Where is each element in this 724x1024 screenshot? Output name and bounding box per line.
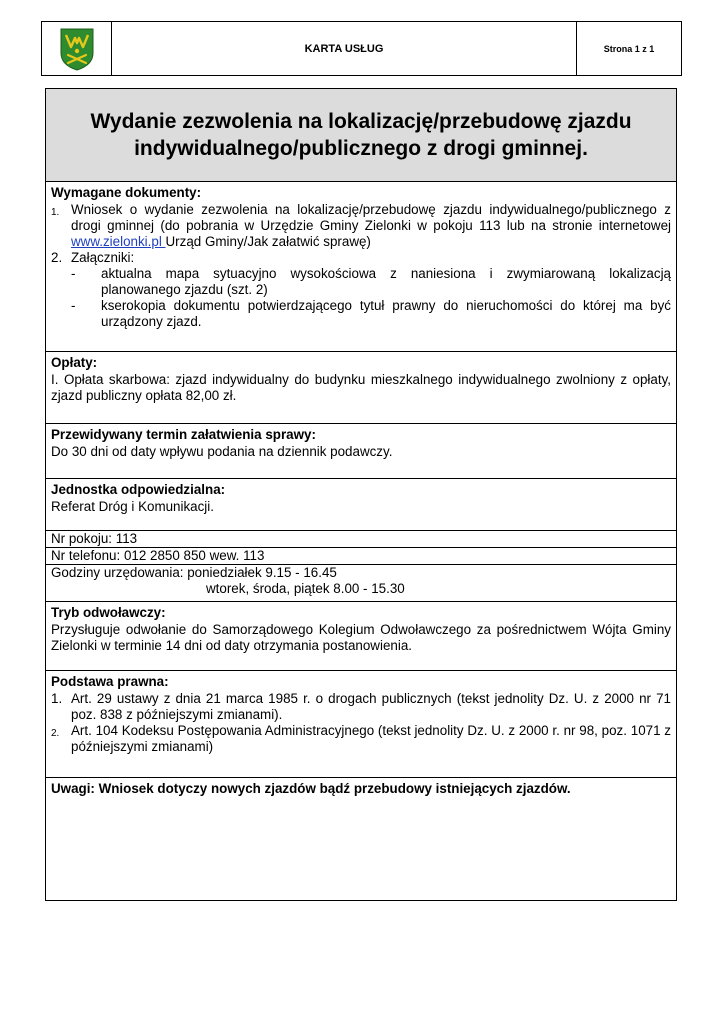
page-indicator: Strona 1 z 1 bbox=[576, 22, 681, 75]
section-room bbox=[46, 531, 676, 548]
coat-of-arms-logo bbox=[59, 27, 95, 71]
card-title: Wydanie zezwolenia na lokalizację/przebudowę zjazdu indywidualnego/publicznego z drogi gminnej. bbox=[90, 110, 632, 160]
room-number: Nr pokoju: 113 bbox=[51, 531, 138, 546]
list-text: Art. 104 Kodeksu Postępowania Administracyjnego (tekst jednolity Dz. U. z 2000 r. nr 98, poz. 1071 z późniejszymi zmianami) bbox=[71, 723, 671, 754]
section-fees bbox=[46, 352, 676, 424]
sub-list-text: aktualna mapa sytuacyjno wysokościowa z naniesiona i zwymiarowaną lokalizacją planowanego zjazdu (szt. 2) bbox=[101, 266, 671, 297]
list-number: 2. bbox=[51, 728, 60, 739]
section-legal-basis bbox=[46, 671, 676, 778]
list-item bbox=[51, 691, 671, 723]
sub-list-item bbox=[51, 266, 671, 298]
section-heading: Opłaty: bbox=[51, 355, 98, 370]
section-office-hours bbox=[46, 565, 676, 602]
hours-line-1: Godziny urzędowania: poniedziałek 9.15 - 16.45 bbox=[51, 565, 337, 580]
section-phone bbox=[46, 548, 676, 565]
header bbox=[41, 21, 682, 76]
section-text: Do 30 dni od daty wpływu podania na dziennik podawczy. bbox=[51, 444, 393, 459]
sub-list-item bbox=[51, 298, 671, 330]
section-heading: Wymagane dokumenty: bbox=[51, 185, 202, 200]
section-text: Przysługuje odwołanie do Samorządowego Kolegium Odwoławczego za pośrednictwem Wójta Gminy Zielonki w terminie 14 dni od daty otrzymania postanowienia. bbox=[51, 622, 671, 653]
item-text: Wniosek o wydanie zezwolenia na lokalizację/przebudowę zjazdu indywidualnego/publicznego z drogi gminnej (do pobrania w Urzędzie Gminy Zielonki w pokoju 113 lub na stronie internetowej bbox=[71, 202, 671, 233]
section-responsible-unit bbox=[46, 479, 676, 531]
website-link[interactable]: www.zielonki.pl bbox=[71, 234, 166, 249]
dash-bullet: - bbox=[71, 298, 76, 313]
service-card bbox=[45, 88, 677, 901]
logo-cell bbox=[42, 22, 112, 75]
section-heading: Tryb odwoławczy: bbox=[51, 605, 166, 620]
section-appeal bbox=[46, 602, 676, 671]
item-text-after: Urząd Gminy/Jak załatwić sprawę) bbox=[165, 234, 371, 249]
header-title: KARTA USŁUG bbox=[304, 42, 384, 55]
section-required-documents bbox=[46, 182, 676, 352]
phone-number: Nr telefonu: 012 2850 850 wew. 113 bbox=[51, 548, 265, 563]
section-text: Referat Dróg i Komunikacji. bbox=[51, 499, 214, 514]
section-text: I. Opłata skarbowa: zjazd indywidualny do budynku mieszkalnego indywidualnego zwolniony z opłaty, zjazd publiczny opłata 82,00 zł. bbox=[51, 372, 671, 403]
list-number: 1. bbox=[51, 691, 63, 706]
sub-list-text: kserokopia dokumentu potwierdzającego tytuł prawny do nieruchomości do której ma być urządzony zjazd. bbox=[101, 298, 671, 329]
list-item bbox=[51, 202, 671, 250]
section-heading: Jednostka odpowiedzialna: bbox=[51, 482, 226, 497]
title-box bbox=[46, 89, 676, 182]
list-item bbox=[51, 723, 671, 755]
section-heading: Podstawa prawna: bbox=[51, 674, 169, 689]
section-deadline bbox=[46, 424, 676, 479]
list-item bbox=[51, 250, 671, 266]
section-notes bbox=[46, 778, 676, 890]
hours-line-2: wtorek, środa, piątek 8.00 - 15.30 bbox=[206, 581, 405, 596]
list-number: 2. bbox=[51, 250, 63, 265]
notes-text: Uwagi: Wniosek dotyczy nowych zjazdów bądź przebudowy istniejących zjazdów. bbox=[51, 781, 571, 796]
dash-bullet: - bbox=[71, 266, 76, 281]
list-text: Załączniki: bbox=[71, 250, 135, 265]
list-text bbox=[71, 202, 671, 250]
list-number: 1. bbox=[51, 207, 60, 218]
section-heading: Przewidywany termin załatwienia sprawy: bbox=[51, 427, 316, 442]
list-text: Art. 29 ustawy z dnia 21 marca 1985 r. o drogach publicznych (tekst jednolity Dz. U. z 2000 nr 71 poz. 838 z późniejszymi zmianami). bbox=[71, 691, 671, 722]
